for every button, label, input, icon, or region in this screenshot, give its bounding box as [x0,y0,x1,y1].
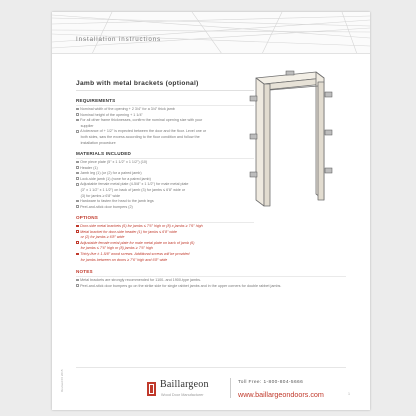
list-item: Adjustable female metal plate for male metal plate on back of jamb (6) [76,241,256,247]
list-item-continued: (3" x 1 1/2" x 1 1/2") on back of jamb (3) for jambs ≤ 6'8" wide or [80,187,186,192]
list-item-continued: (3) for jambs ≥ 6'8" wide [80,193,121,198]
brand-name: Baillargeon [160,379,209,390]
list-item: Peel-and-stick door bumpers go on the strike side for single rabbet jambs and in the upper corners for double rabbet jambs. [76,284,356,290]
frame-right-jamb-front [318,82,324,200]
checkbox-icon [76,161,79,164]
checkbox-icon [76,200,79,203]
list-item-continued: for jambs between on doors ≥ 7'6" high and 6'8" wide [80,257,168,262]
options-rule [76,222,254,223]
list-item: Door-side metal brackets (6) for jambs ≤ 7'6" high or (8) x jambs ≥ 7'6" high [76,224,256,230]
list-item: A tolerance of + 1/2" is expected between the door and the floor. Level one or [76,129,256,135]
requirements-heading: REQUIREMENTS [76,98,116,103]
frame-left-jamb-front [264,84,270,206]
header-title: Installation instructions [76,36,162,43]
checkbox-icon [76,108,79,111]
materials-rule [76,158,254,159]
list-item-continued: for jambs ≤ 7'6" high or (8) jambs ≥ 7'6" high [80,246,153,251]
checkbox-icon [76,113,79,116]
checkbox-icon [76,241,79,244]
checkbox-icon [76,183,79,186]
checkbox-icon [76,130,79,133]
checkbox-icon [76,284,79,287]
list-item: Thirty-five ≠ 1-5/8" wood screws. Additional screws will be provided [76,252,256,258]
list-item: Peel-and-stick door bumpers (2) [76,205,256,211]
checkbox-icon [76,177,79,180]
list-item: Jamb leg (1) (or (2) for a paired jamb) [76,171,256,177]
requirements-rule [76,105,254,106]
list-item: Metal brackets are strongly recommended for 1100- and 1900-type jambs. [76,278,356,284]
revision-note: Revised 06 2015 [60,369,64,392]
checkbox-icon [76,172,79,175]
materials-heading: MATERIALS INCLUDED [76,151,132,156]
header-band [52,12,370,54]
list-item-continued: both sides, saw the excess according to the floor condition and follow the [80,134,200,139]
metal-bracket-icon [286,71,294,75]
list-item: One piece plate (5" x 1 1/2" x 1 1/2") (10) [76,160,256,166]
requirements-list [76,107,256,146]
metal-bracket-icon [325,130,332,135]
checkbox-icon [76,166,79,169]
page-number: 1 [348,392,350,396]
notes-heading: NOTES [76,269,93,274]
list-item: Header (1) [76,166,256,172]
metal-bracket-icon [250,172,257,177]
brand-logo-mark-icon [149,384,154,394]
list-item: Lock-side jamb (1) (none for a paired jamb) [76,177,256,183]
notes-list [76,278,356,289]
options-list [76,224,256,263]
checkbox-icon [76,279,79,282]
footer-divider [230,378,231,398]
header-line-pattern [52,12,370,54]
list-item: For all other frame thicknesses, confirm the nominal opening size with your [76,118,256,124]
metal-bracket-icon [325,92,332,97]
list-item-continued: or (2) for jambs ≥ 6'8" wide [80,235,125,240]
checkbox-icon [76,205,79,208]
website-link[interactable]: www.baillargeondoors.com [238,390,324,399]
instruction-sheet [52,12,370,410]
checkbox-icon [76,119,79,122]
list-item-continued: supplier [80,123,94,128]
list-item: Metal bracket for door-side header (1) for jambs ≤ 6'8" wide [76,230,256,236]
list-item-continued: installation procedure [80,140,116,145]
options-heading: OPTIONS [76,215,99,220]
notes-rule [76,276,346,277]
brand-tagline: Wood Door Manufacturer [161,393,204,397]
checkbox-icon [76,253,79,256]
metal-bracket-icon [325,168,332,173]
checkbox-icon [76,225,79,228]
footer-rule [76,367,346,368]
toll-free-number: Toll Free: 1-800-804-5666 [238,380,304,385]
list-item: Nominal width of the opening + 2 3/4" for a 3/4" thick jamb [76,107,256,113]
jamb-frame-drawing [246,70,342,208]
list-item: Nominal height of the opening + 1 1/4" [76,113,256,119]
list-item: Adjustable female metal plate (4-5/8" x 1 1/2") for male metal plate [76,182,256,188]
section-title: Jamb with metal brackets (optional) [76,80,199,87]
materials-list [76,160,256,210]
metal-bracket-icon [250,134,257,139]
metal-bracket-icon [250,96,257,101]
checkbox-icon [76,230,79,233]
section-title-rule [76,90,254,91]
list-item: Hardware to fasten the head to the jamb legs [76,199,256,205]
